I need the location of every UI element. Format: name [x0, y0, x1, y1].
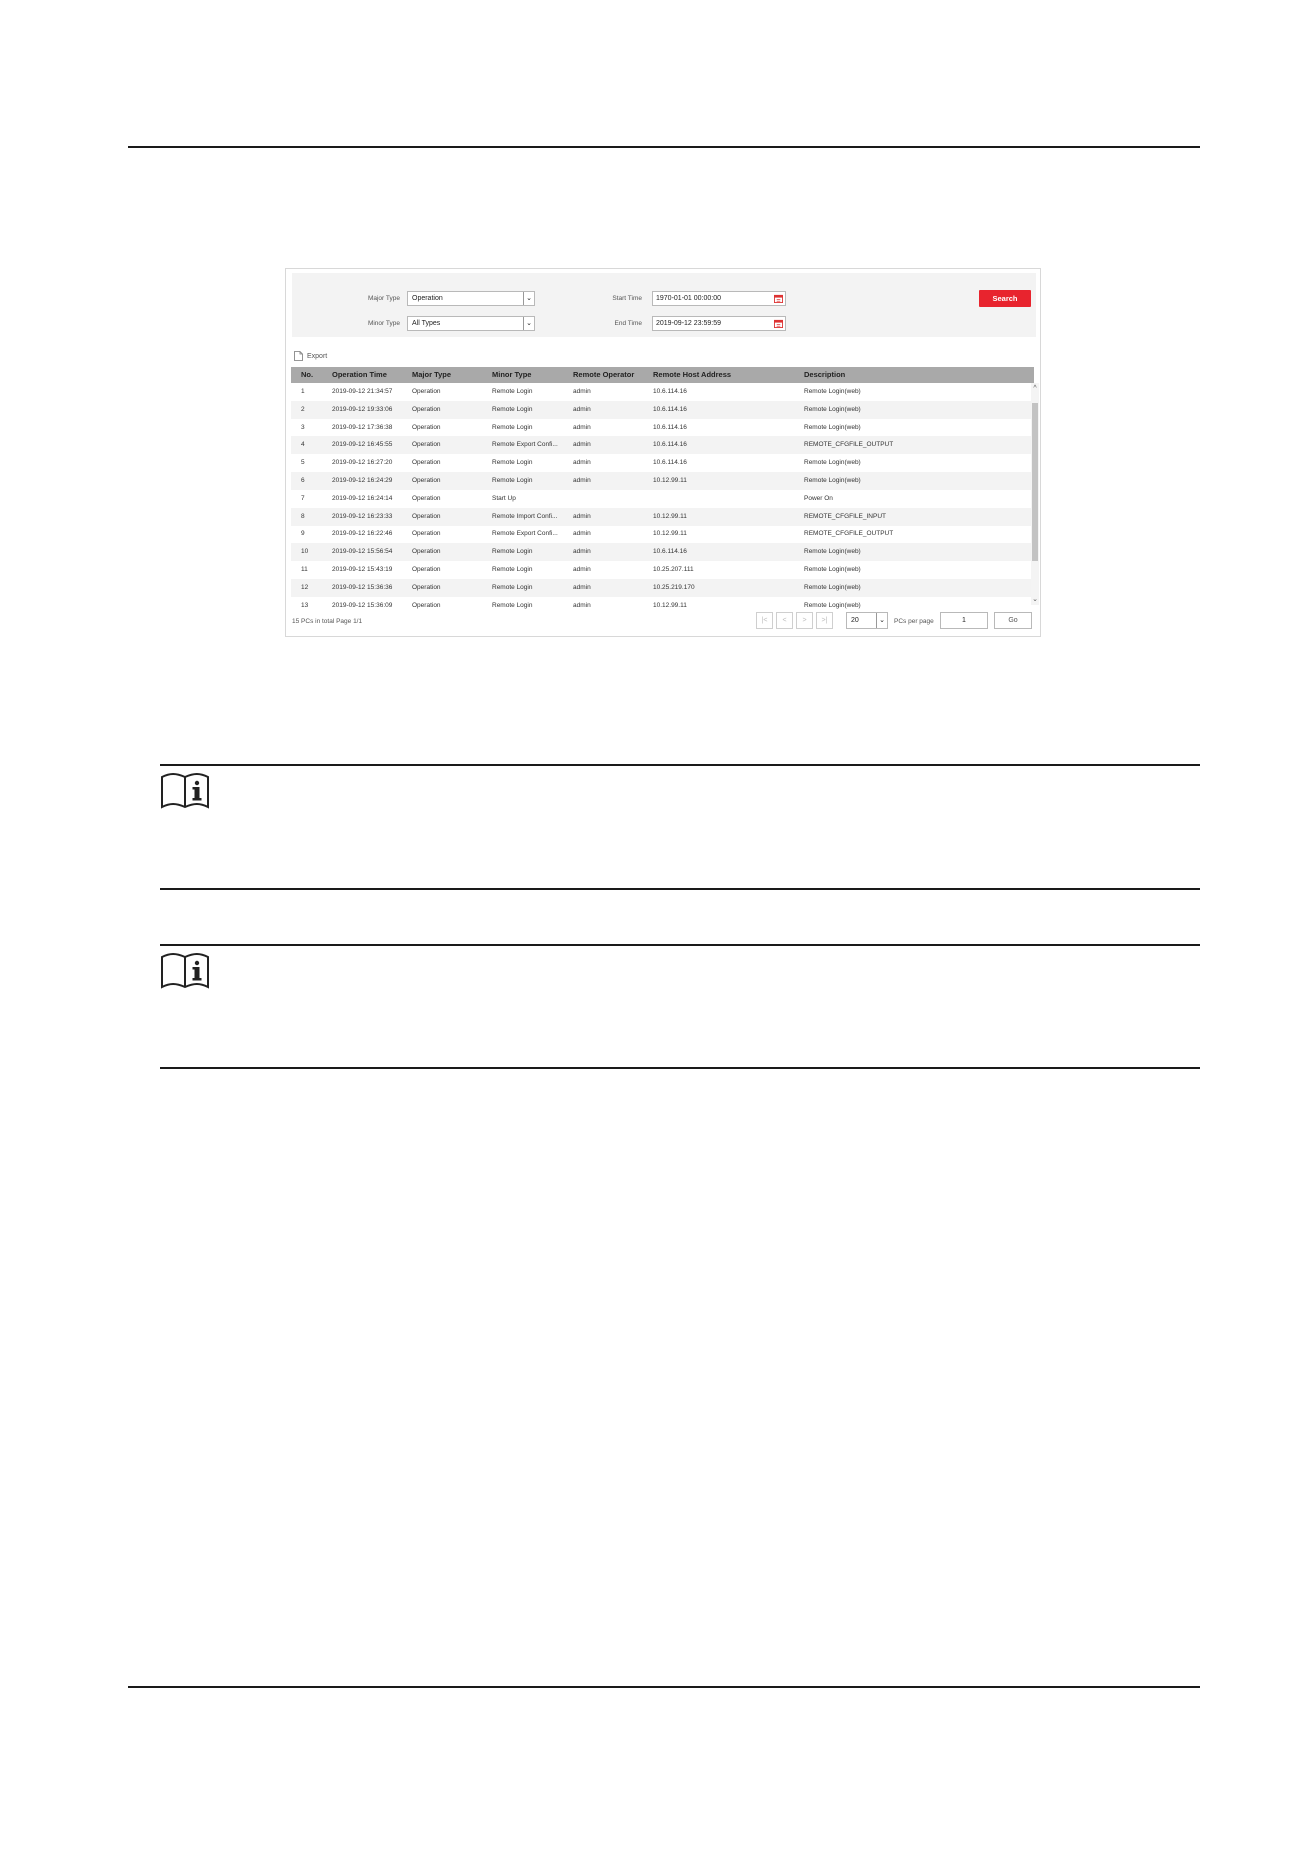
cell-no: 3	[301, 423, 305, 431]
cell-minor-type: Remote Export Confi...	[492, 530, 558, 538]
cell-major-type: Operation	[412, 459, 441, 467]
cell-description: Remote Login(web)	[804, 548, 861, 556]
filter-bar	[292, 273, 1036, 337]
chevron-down-icon[interactable]: ⌄	[1032, 596, 1038, 603]
end-time-value: 2019-09-12 23:59:59	[656, 320, 721, 327]
table-row[interactable]	[291, 419, 1034, 437]
minor-type-value: All Types	[412, 320, 441, 327]
cell-remote-operator: admin	[573, 583, 591, 591]
cell-operation-time: 2019-09-12 15:56:54	[332, 548, 393, 556]
table-row[interactable]	[291, 525, 1034, 543]
note-book-icon	[160, 951, 210, 991]
cell-remote-host-address: 10.6.114.16	[653, 405, 687, 413]
calendar-icon[interactable]	[774, 319, 783, 328]
cell-remote-operator: admin	[573, 477, 591, 484]
first-page-icon: |<	[761, 617, 768, 624]
cell-minor-type: Remote Login	[492, 423, 533, 431]
cell-major-type: Operation	[412, 441, 441, 449]
cell-major-type: Operation	[412, 512, 441, 520]
cell-minor-type: Remote Login	[492, 566, 533, 573]
cell-description: Remote Login(web)	[804, 423, 861, 431]
major-type-value: Operation	[412, 295, 443, 302]
cell-remote-operator: admin	[573, 388, 591, 395]
cell-major-type: Operation	[412, 583, 441, 591]
cell-remote-host-address: 10.12.99.11	[653, 530, 687, 538]
cell-minor-type: Remote Login	[492, 459, 533, 467]
cell-operation-time: 2019-09-12 15:36:09	[332, 601, 393, 609]
table-row[interactable]	[291, 472, 1034, 490]
cell-no: 5	[301, 459, 305, 467]
minor-type-select[interactable]	[407, 316, 535, 331]
table-row[interactable]	[291, 597, 1034, 615]
col-header-remote-operator: Remote Operator	[573, 370, 635, 379]
start-time-label: Start Time	[612, 295, 642, 302]
cell-remote-host-address: 10.6.114.16	[653, 441, 687, 449]
cell-description: Remote Login(web)	[804, 459, 861, 467]
table-row[interactable]	[291, 436, 1034, 454]
cell-remote-host-address: 10.6.114.16	[653, 423, 687, 431]
cell-major-type: Operation	[412, 388, 441, 395]
cell-minor-type: Remote Login	[492, 388, 533, 395]
major-type-select[interactable]	[407, 291, 535, 306]
cell-minor-type: Remote Login	[492, 405, 533, 413]
end-time-label: End Time	[614, 320, 642, 327]
cell-description: Remote Login(web)	[804, 477, 861, 484]
minor-type-label: Minor Type	[367, 320, 400, 327]
cell-no: 4	[301, 441, 305, 449]
cell-operation-time: 2019-09-12 17:36:38	[332, 423, 393, 431]
file-icon	[294, 351, 303, 361]
cell-remote-operator: admin	[573, 601, 591, 609]
prev-page-button[interactable]	[776, 612, 793, 629]
table-row[interactable]	[291, 490, 1034, 508]
chevron-down-icon: ⌄	[876, 613, 887, 628]
table-row[interactable]	[291, 543, 1034, 561]
cell-remote-host-address: 10.12.99.11	[653, 477, 687, 484]
cell-no: 11	[301, 566, 308, 573]
col-header-remote-host-address: Remote Host Address	[653, 370, 732, 379]
export-label: Export	[307, 352, 328, 360]
cell-operation-time: 2019-09-12 16:23:33	[332, 512, 393, 520]
note-bottom-rule	[160, 1067, 1200, 1069]
first-page-button[interactable]	[756, 612, 773, 629]
cell-remote-host-address: 10.6.114.16	[653, 548, 687, 556]
cell-major-type: Operation	[412, 530, 441, 538]
cell-minor-type: Remote Login	[492, 548, 533, 556]
col-header-minor-type: Minor Type	[492, 370, 532, 379]
cell-description: REMOTE_CFGFILE_OUTPUT	[804, 441, 894, 449]
header-rule	[128, 146, 1200, 148]
cell-no: 12	[301, 583, 309, 591]
col-header-operation-time: Operation Time	[332, 370, 387, 379]
table-row[interactable]	[291, 508, 1034, 526]
cell-minor-type: Remote Import Confi...	[492, 512, 558, 520]
cell-remote-operator: admin	[573, 459, 591, 467]
cell-no: 2	[301, 405, 305, 413]
cell-major-type: Operation	[412, 566, 441, 573]
cell-minor-type: Remote Login	[492, 601, 533, 609]
chevron-down-icon: ⌄	[523, 292, 534, 305]
cell-remote-operator: admin	[573, 405, 591, 413]
cell-description: Remote Login(web)	[804, 405, 861, 413]
cell-operation-time: 2019-09-12 16:27:20	[332, 459, 393, 467]
cell-description: Remote Login(web)	[804, 388, 861, 395]
cell-no: 7	[301, 494, 305, 502]
cell-description: Remote Login(web)	[804, 601, 861, 609]
cell-description: REMOTE_CFGFILE_INPUT	[804, 512, 886, 520]
cell-remote-host-address: 10.6.114.16	[653, 388, 687, 395]
chevron-right-icon: >	[802, 617, 807, 624]
major-type-label: Major Type	[367, 295, 400, 302]
table-row[interactable]	[291, 401, 1034, 419]
col-header-description: Description	[804, 370, 846, 379]
cell-operation-time: 2019-09-12 16:45:55	[332, 441, 393, 449]
table-header	[291, 367, 1034, 383]
total-count: 15 PCs in total Page 1/1	[292, 618, 363, 625]
note-top-rule	[160, 944, 1200, 946]
chevron-down-icon: ⌄	[523, 317, 534, 330]
last-page-button[interactable]	[816, 612, 833, 629]
col-header-no: No.	[301, 370, 314, 379]
cell-remote-operator: admin	[573, 512, 591, 520]
operation-log-panel	[285, 268, 1041, 637]
next-page-button[interactable]	[796, 612, 813, 629]
chevron-up-icon[interactable]: ^	[1033, 385, 1037, 392]
per-page-label: PCs per page	[894, 618, 934, 625]
cell-no: 8	[301, 512, 305, 520]
calendar-icon[interactable]	[774, 294, 783, 303]
cell-description: Remote Login(web)	[804, 566, 861, 573]
cell-remote-host-address: 10.12.99.11	[653, 601, 687, 609]
cell-minor-type: Remote Login	[492, 583, 533, 591]
per-page-value: 20	[851, 617, 859, 624]
note-top-rule	[160, 764, 1200, 766]
last-page-icon: >|	[821, 617, 828, 624]
cell-major-type: Operation	[412, 548, 441, 556]
cell-major-type: Operation	[412, 494, 441, 502]
footer-rule	[128, 1686, 1200, 1688]
table-row[interactable]	[291, 383, 1034, 401]
cell-remote-host-address: 10.25.207.111	[653, 566, 694, 573]
cell-major-type: Operation	[412, 423, 441, 431]
search-button[interactable]: Search	[979, 290, 1031, 307]
table-body	[291, 383, 1034, 609]
cell-description: Remote Login(web)	[804, 583, 861, 591]
go-button[interactable]: Go	[994, 612, 1032, 629]
per-page-select[interactable]	[846, 612, 888, 629]
cell-operation-time: 2019-09-12 15:43:19	[332, 566, 393, 573]
cell-no: 1	[301, 388, 305, 395]
cell-major-type: Operation	[412, 477, 441, 484]
note-bottom-rule	[160, 888, 1200, 890]
cell-remote-host-address: 10.12.99.11	[653, 512, 687, 520]
cell-operation-time: 2019-09-12 15:36:36	[332, 583, 393, 591]
cell-remote-operator: admin	[573, 566, 591, 573]
col-header-major-type: Major Type	[412, 370, 452, 379]
scrollbar-thumb[interactable]	[1032, 403, 1038, 561]
cell-no: 10	[301, 548, 309, 556]
cell-remote-host-address: 10.25.219.170	[653, 583, 695, 591]
cell-major-type: Operation	[412, 405, 441, 413]
cell-major-type: Operation	[412, 601, 441, 609]
start-time-input[interactable]	[652, 291, 786, 306]
table-row[interactable]	[291, 579, 1034, 597]
chevron-left-icon: <	[782, 617, 787, 624]
export-button[interactable]	[294, 351, 327, 361]
cell-operation-time: 2019-09-12 16:24:14	[332, 494, 393, 502]
cell-minor-type: Remote Login	[492, 477, 533, 484]
cell-description: REMOTE_CFGFILE_OUTPUT	[804, 530, 894, 538]
table-row[interactable]	[291, 454, 1034, 472]
start-time-value: 1970-01-01 00:00:00	[656, 295, 721, 302]
cell-operation-time: 2019-09-12 19:33:06	[332, 405, 393, 413]
cell-remote-operator: admin	[573, 548, 591, 556]
cell-no: 9	[301, 530, 305, 538]
cell-description: Power On	[804, 494, 833, 502]
cell-remote-operator: admin	[573, 423, 591, 431]
end-time-input[interactable]	[652, 316, 786, 331]
cell-minor-type: Remote Export Confi...	[492, 441, 558, 449]
cell-minor-type: Start Up	[492, 494, 516, 502]
cell-remote-host-address: 10.6.114.16	[653, 459, 687, 467]
cell-operation-time: 2019-09-12 16:22:46	[332, 530, 393, 538]
cell-no: 6	[301, 477, 305, 484]
cell-remote-operator: admin	[573, 530, 591, 538]
table-scrollbar[interactable]	[1031, 383, 1039, 605]
table-row[interactable]	[291, 561, 1034, 579]
cell-remote-operator: admin	[573, 441, 591, 449]
cell-no: 13	[301, 601, 309, 609]
page-number-input[interactable]: 1	[940, 612, 988, 629]
cell-operation-time: 2019-09-12 21:34:57	[332, 388, 393, 395]
note-book-icon	[160, 771, 210, 811]
cell-operation-time: 2019-09-12 16:24:29	[332, 477, 393, 484]
